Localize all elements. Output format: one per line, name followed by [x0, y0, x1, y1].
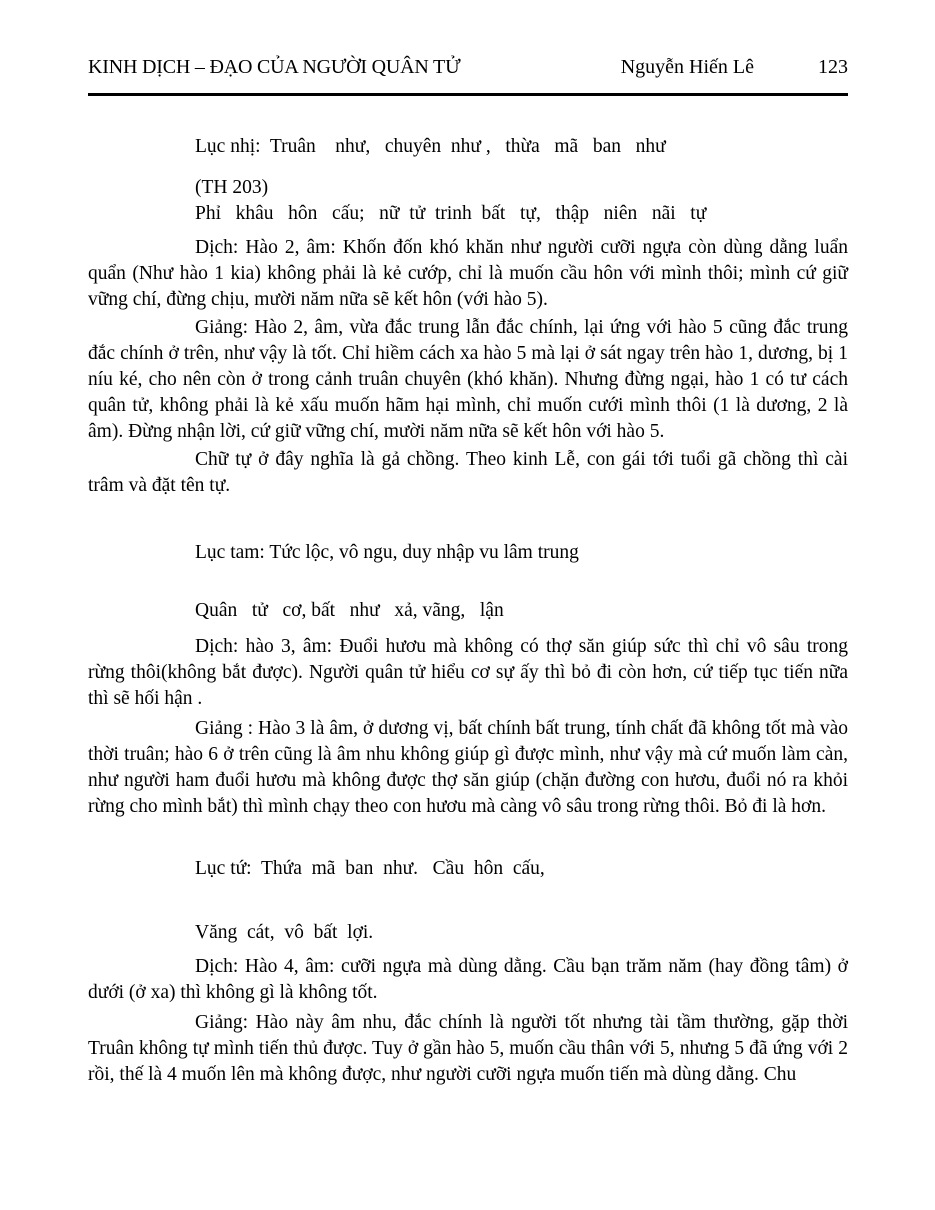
verse-quan-tu-co: Quân tử cơ, bất như xả, vãng, lận [195, 600, 504, 621]
verse-luc-tu: Lục tứ: Thứa mã ban như. Cầu hôn cấu, [195, 858, 545, 879]
verse-luc-tam: Lục tam: Tức lộc, vô ngu, duy nhập vu lâm trung [195, 542, 579, 563]
book-title: KINH DỊCH – ĐẠO CỦA NGƯỜI QUÂN TỬ [88, 56, 461, 78]
paragraph-chu-tu: Chữ tự ở đây nghĩa là gả chồng. Theo kinh Lễ, con gái tới tuổi gã chồng thì cài trâm và đặt tên tự. [88, 449, 848, 496]
page-header [88, 55, 848, 79]
header-right-group [621, 55, 848, 79]
page-number: 123 [818, 56, 848, 78]
paragraph-dich-hao-3: Dịch: hào 3, âm: Đuổi hươu mà không có thợ săn giúp sức thì chỉ vô sâu trong rừng thôi(không bắt được). Người quân tử hiểu cơ sự ấy thì bỏ đi còn hơn, cứ tiếp tục tiến nữa thì sẽ hối hận . [88, 636, 848, 709]
verse-luc-nhi: Lục nhị: Truân như, chuyên như , thừa mã ban như [195, 136, 666, 157]
paragraph-dich-hao-2: Dịch: Hào 2, âm: Khốn đốn khó khăn như người cưỡi ngựa còn dùng dằng luẩn quẩn (Như hào 1 kia) không phải là kẻ cướp, chỉ là muốn cầu hôn với mình thôi; mình cứ giữ vững chí, đừng chịu, mười năm nữa sẽ kết hôn (với hào 5). [88, 237, 848, 310]
paragraph-giang-hao-2: Giảng: Hào 2, âm, vừa đắc trung lẫn đắc chính, lại ứng với hào 5 cũng đắc trung đắc chính ở trên, như vậy là tốt. Chỉ hiềm cách xa hào 5 mà lại ở sát ngay trên hào 1, dương, bị 1 níu ké, cho nên còn ở trong cảnh truân chuyên (khó khăn). Nhưng đừng ngại, hào 1 có tư cách quân tử, không phải là kẻ xấu muốn hãm hại mình, chỉ muốn cưới mình thôi (1 là dương, 2 là âm). Đừng nhận lời, cứ giữ vững chí, mười năm nữa sẽ kết hôn với hào 5. [88, 317, 848, 442]
page-content [88, 134, 848, 1088]
header-divider [88, 93, 848, 96]
verse-phi-khau: Phỉ khâu hôn cấu; nữ tử trinh bất tự, thập niên nãi tự [195, 203, 707, 224]
author-name: Nguyễn Hiến Lê [620, 56, 754, 78]
verse-vang-cat: Văng cát, vô bất lợi. [195, 922, 374, 943]
paragraph-giang-hao-3: Giảng : Hào 3 là âm, ở dương vị, bất chính bất trung, tính chất đã không tốt mà vào thời truân; hào 6 ở trên cũng là âm nhu không giúp gì được mình, như vậy mà cứ muốn làm càn, như người ham đuổi hươu mà không được thợ săn giúp (chặn đường con hươu, đuổi nó ra khỏi rừng cho mình bắt) thì mình chạy theo con hươu mà càng vô sâu trong rừng thôi. Bỏ đi là hơn. [88, 718, 848, 817]
paragraph-giang-hao-4: Giảng: Hào này âm nhu, đắc chính là người tốt nhưng tài tầm thường, gặp thời Truân không tự mình tiến thủ được. Tuy ở gần hào 5, muốn cầu thân với 5, nhưng 5 đã ứng với 2 rồi, thế là 4 muốn lên mà không được, như người cưỡi ngựa muốn tiến mà dùng dằng. Chu [88, 1012, 848, 1085]
paragraph-dich-hao-4: Dịch: Hào 4, âm: cưỡi ngựa mà dùng dằng. Cầu bạn trăm năm (hay đồng tâm) ở dưới (ở xa) thì không gì là không tốt. [88, 956, 848, 1003]
citation-th-203: (TH 203) [195, 177, 269, 198]
